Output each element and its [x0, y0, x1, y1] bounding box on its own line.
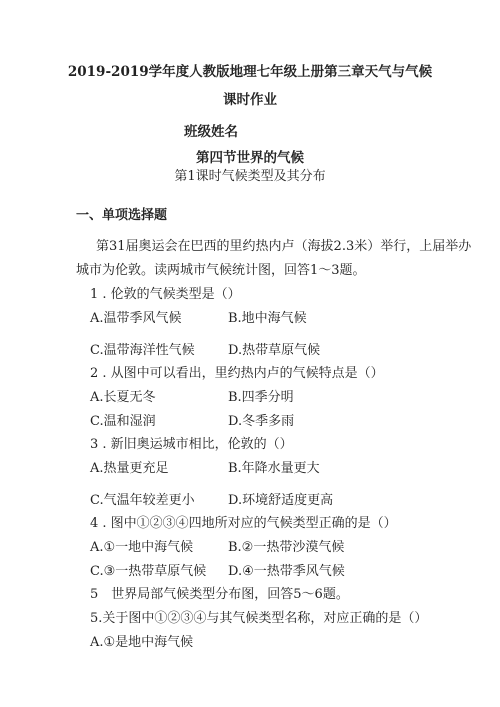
question-4-option-a: A.①一地中海气候 — [90, 540, 194, 555]
question-5-stem: 5.关于图中①②③④与其气候类型名称，对应正确的是（） — [90, 611, 428, 626]
question-2-stem: 2 . 从图中可以看出，里约热内卢的气候特点是（） — [90, 366, 384, 381]
question-4-option-c: C.③一热带草原气候 — [90, 564, 207, 579]
intro-line-1: 第31届奥运会在巴西的里约热内卢（海拔2.3米）举行，上届举办 — [96, 239, 472, 254]
intro-2: 5 世界局部气候类型分布图，回答5～6题。 — [90, 587, 349, 602]
question-3-option-c: C.气温年较差更小 — [90, 493, 195, 508]
question-1-option-c: C.温带海洋性气候 — [90, 343, 195, 358]
lesson-title: 第1课时气候类型及其分布 — [174, 169, 326, 184]
question-1-stem: 1 . 伦敦的气候类型是（） — [90, 287, 241, 302]
document-subtitle: 课时作业 — [223, 92, 277, 108]
question-3-option-d: D.环境舒适度更高 — [228, 493, 334, 508]
document-title: 2019-2019学年度人教版地理七年级上册第三章天气与气候 — [67, 64, 433, 80]
part-heading: 一、单项选择题 — [76, 208, 168, 223]
question-2-option-d: D.冬季多雨 — [228, 414, 295, 429]
question-3-option-b: B.年降水量更大 — [228, 461, 320, 476]
question-4-option-b: B.②一热带沙漠气候 — [228, 540, 345, 555]
section-title: 第四节世界的气候 — [196, 150, 304, 166]
question-1-option-d: D.热带草原气候 — [228, 343, 321, 358]
question-2-option-a: A.长夏无冬 — [90, 390, 156, 405]
class-name-label: 班级姓名 — [184, 124, 238, 140]
question-2-option-b: B.四季分明 — [228, 390, 294, 405]
question-1-option-a: A.温带季风气候 — [90, 311, 182, 326]
question-1-option-b: B.地中海气候 — [228, 311, 307, 326]
question-4-option-d: D.④一热带季风气候 — [228, 564, 345, 579]
question-5-option-a: A.①是地中海气候 — [90, 635, 194, 650]
intro-line-2: 城市为伦敦。读两城市气候统计图，回答1～3题。 — [76, 263, 366, 278]
question-3-option-a: A.热量更充足 — [90, 461, 169, 476]
question-2-option-c: C.温和湿润 — [90, 414, 156, 429]
question-4-stem: 4 . 图中①②③④四地所对应的气候类型正确的是（） — [90, 516, 397, 531]
question-3-stem: 3 . 新旧奥运城市相比，伦敦的（） — [90, 437, 293, 452]
